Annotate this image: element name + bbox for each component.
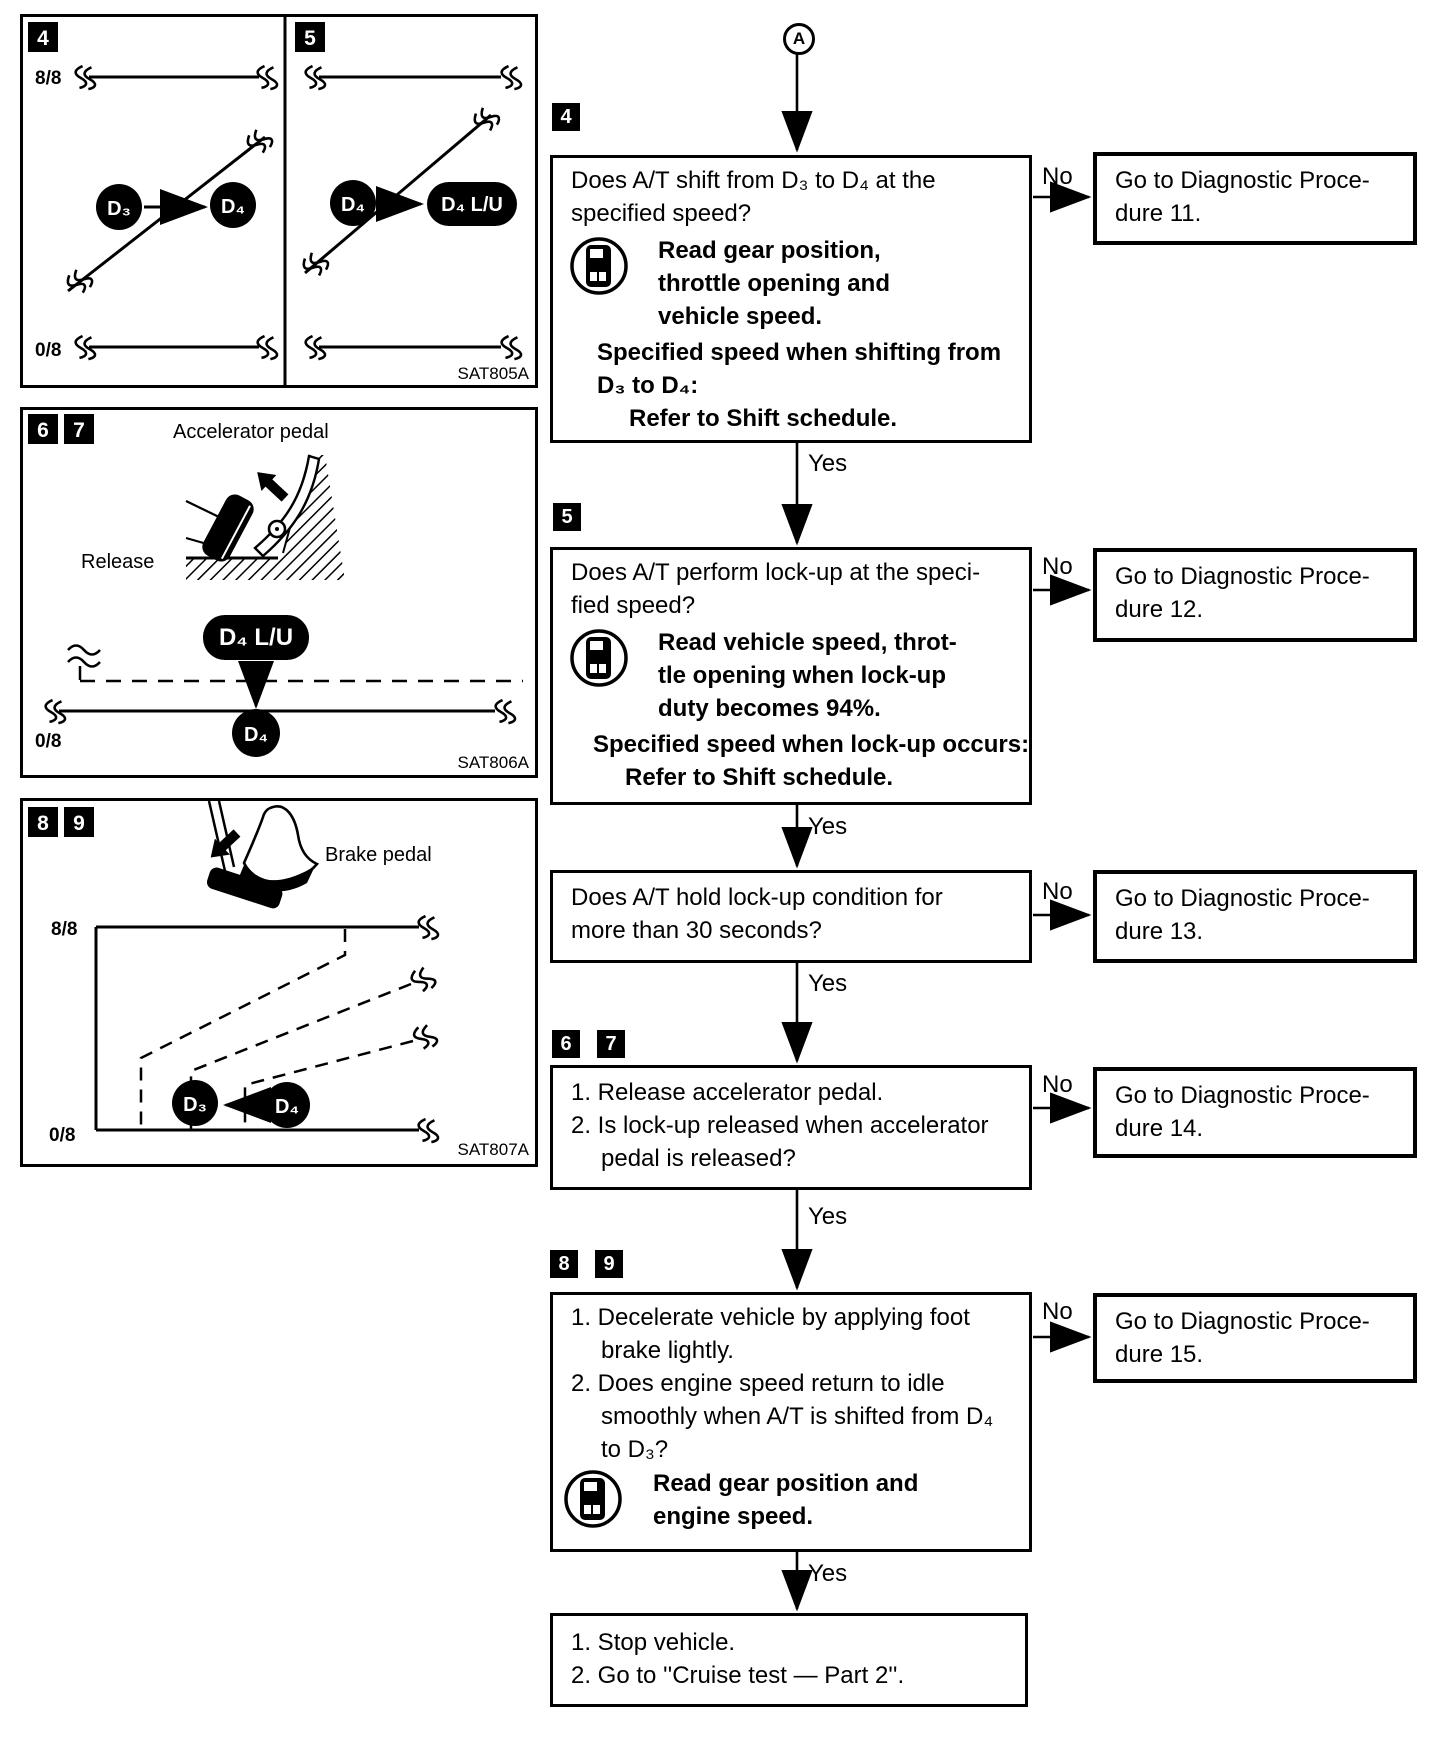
procedure-box-11: [1093, 152, 1417, 245]
consult-instruction: Read gear position and: [653, 1470, 919, 1497]
question-text: Does A/T perform lock-up at the speci-: [571, 559, 981, 586]
step-text: to D₃?: [601, 1436, 669, 1463]
consult-instruction: throttle opening and: [658, 270, 890, 297]
consult-instruction: engine speed.: [653, 1503, 814, 1530]
badge-6-label: 6: [37, 419, 49, 442]
procedure-box-13: [1093, 870, 1417, 963]
consult-instruction: vehicle speed.: [658, 303, 823, 330]
question-text: more than 30 seconds?: [571, 917, 822, 944]
question-box-89: [550, 1292, 1032, 1552]
question-box-5: [550, 547, 1032, 805]
question-box-4: [550, 155, 1032, 443]
no-label: No: [1042, 163, 1073, 190]
connector-a: A: [783, 23, 815, 55]
consult-instruction: duty becomes 94%.: [658, 695, 881, 722]
procedure-text: Go to Diagnostic Proce-: [1115, 563, 1370, 590]
consult-tool-icon: [567, 234, 631, 298]
d4-lu-pill-label: D₄ L/U: [441, 194, 503, 216]
throttle-0-8-label: 0/8: [49, 1125, 76, 1146]
no-label: No: [1042, 878, 1073, 905]
badge-9-label: 9: [73, 812, 85, 835]
d4-node-label: D₄: [275, 1096, 299, 1118]
d4-node-label: D₄: [244, 724, 268, 746]
step-badge-5: 5: [553, 503, 581, 531]
step-text: 2. Does engine speed return to idle: [571, 1370, 945, 1397]
no-label: No: [1042, 553, 1073, 580]
d4-lu-pill-label: D₄ L/U: [218, 624, 294, 651]
step-text: 1. Release accelerator pedal.: [571, 1079, 884, 1106]
step-text: 1. Decelerate vehicle by applying foot: [571, 1304, 970, 1331]
step-badge-4: 4: [552, 103, 580, 131]
d4-node-5-label: D₄: [341, 194, 365, 216]
step-text: pedal is released?: [601, 1145, 796, 1172]
consult-tool-icon: [567, 626, 631, 690]
procedure-text: Go to Diagnostic Proce-: [1115, 885, 1370, 912]
procedure-text: Go to Diagnostic Proce-: [1115, 167, 1370, 194]
figure-code-sat805a: SAT805A: [457, 364, 529, 383]
procedure-text: dure 11.: [1115, 200, 1202, 227]
badge-5-label: 5: [304, 27, 316, 50]
step-badge-8: 8: [550, 1250, 578, 1278]
procedure-text: dure 15.: [1115, 1341, 1204, 1368]
final-text: 2. Go to ''Cruise test — Part 2''.: [571, 1662, 905, 1689]
throttle-0-8-label: 0/8: [35, 731, 62, 752]
step-text: 2. Is lock-up released when accelerator: [571, 1112, 989, 1139]
spec-note: Specified speed when lock-up occurs:: [593, 731, 1030, 758]
brake-pedal-title: Brake pedal: [325, 844, 432, 866]
procedure-text: dure 12.: [1115, 596, 1204, 623]
spec-note: Specified speed when shifting from: [597, 339, 1002, 366]
figure-code-sat806a: SAT806A: [457, 753, 529, 772]
badge-8-label: 8: [37, 812, 49, 835]
d4-node-label: D₄: [221, 196, 245, 218]
procedure-box-15: [1093, 1293, 1417, 1383]
step-badge-6: 6: [552, 1030, 580, 1058]
no-label: No: [1042, 1071, 1073, 1098]
spec-note: D₃ to D₄:: [597, 372, 699, 399]
badge-7-label: 7: [73, 419, 85, 442]
yes-label: Yes: [808, 970, 848, 997]
d3-node-label: D₃: [183, 1094, 207, 1116]
yes-label: Yes: [808, 1203, 848, 1230]
spec-note: Refer to Shift schedule.: [625, 764, 894, 791]
consult-instruction: Read gear position,: [658, 237, 881, 264]
badge-4-label: 4: [37, 27, 49, 50]
yes-label: Yes: [808, 813, 848, 840]
step-badge-9: 9: [595, 1250, 623, 1278]
procedure-box-12: [1093, 548, 1417, 642]
accelerator-pedal-title: Accelerator pedal: [173, 421, 329, 443]
yes-label: Yes: [808, 1560, 848, 1587]
throttle-0-8-label: 0/8: [35, 340, 62, 361]
question-box-67: [550, 1065, 1032, 1190]
yes-label: Yes: [808, 450, 848, 477]
procedure-box-14: [1093, 1067, 1417, 1158]
consult-instruction: Read vehicle speed, throt-: [658, 629, 957, 656]
question-text: Does A/T hold lock-up condition for: [571, 884, 943, 911]
question-text: specified speed?: [571, 200, 752, 227]
procedure-text: dure 14.: [1115, 1115, 1204, 1142]
consult-instruction: tle opening when lock-up: [658, 662, 946, 689]
figure-code-sat807a: SAT807A: [457, 1140, 529, 1159]
final-box: [550, 1613, 1028, 1707]
procedure-text: Go to Diagnostic Proce-: [1115, 1308, 1370, 1335]
procedure-text: dure 13.: [1115, 918, 1204, 945]
question-text: Does A/T shift from D₃ to D₄ at the: [571, 167, 936, 194]
no-label: No: [1042, 1298, 1073, 1325]
question-box-hold: [550, 870, 1032, 963]
d3-node-label: D₃: [107, 198, 131, 220]
consult-tool-icon: [561, 1467, 625, 1531]
throttle-8-8-label: 8/8: [51, 919, 78, 940]
throttle-8-8-label: 8/8: [35, 68, 62, 89]
final-text: 1. Stop vehicle.: [571, 1629, 736, 1656]
procedure-text: Go to Diagnostic Proce-: [1115, 1082, 1370, 1109]
question-text: fied speed?: [571, 592, 696, 619]
spec-note: Refer to Shift schedule.: [629, 405, 898, 432]
step-badge-7: 7: [597, 1030, 625, 1058]
release-label: Release: [81, 551, 155, 573]
step-text: brake lightly.: [601, 1337, 734, 1364]
step-text: smoothly when A/T is shifted from D₄: [601, 1403, 994, 1430]
